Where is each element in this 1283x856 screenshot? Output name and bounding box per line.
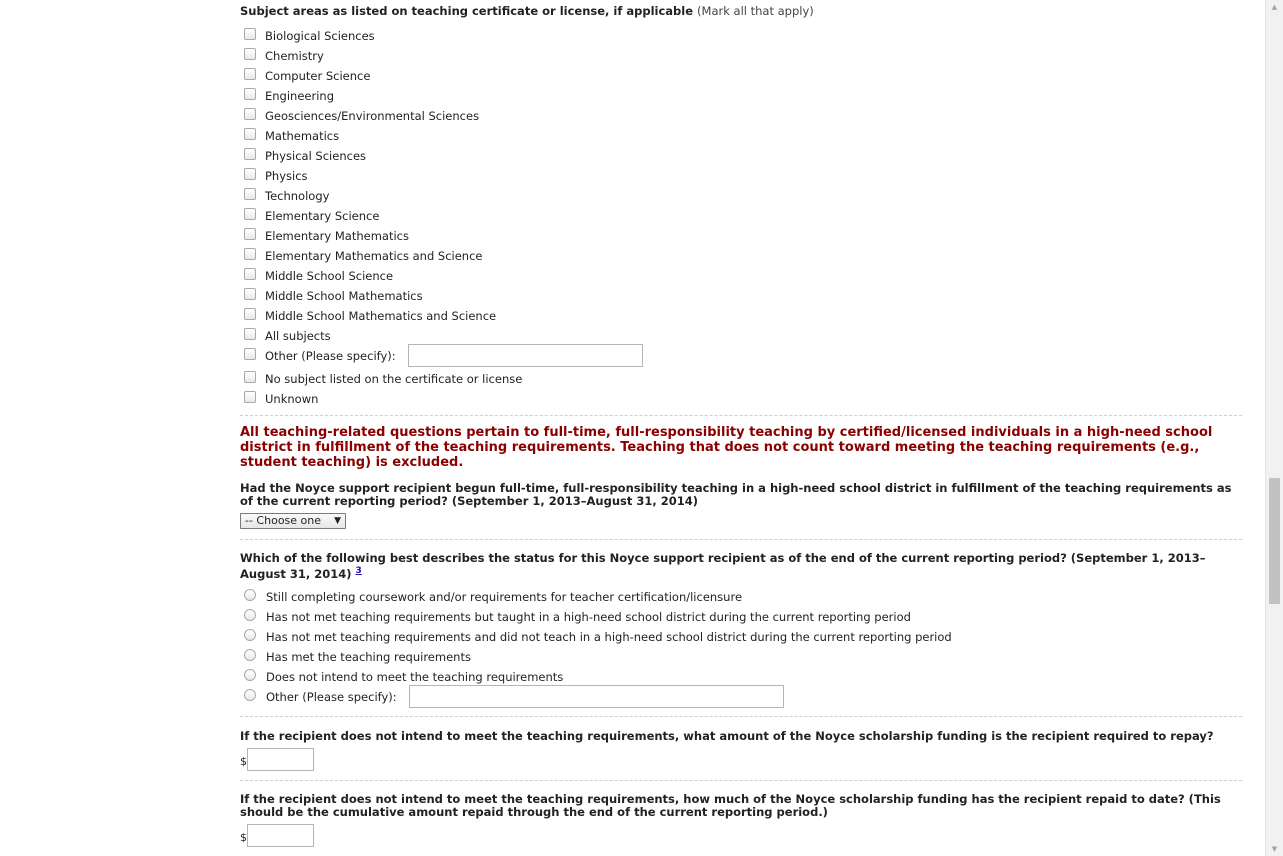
subjects-question-text: Subject areas as listed on teaching certificate or license, if applicable bbox=[240, 4, 694, 18]
subject-label: Middle School Science bbox=[265, 269, 394, 283]
checkbox[interactable] bbox=[244, 288, 256, 300]
chevron-down-icon: ▼ bbox=[334, 516, 341, 526]
subject-option-engineering[interactable] bbox=[244, 86, 334, 106]
repaid-amount-input[interactable] bbox=[247, 824, 314, 847]
subject-label: Technology bbox=[265, 189, 330, 203]
subject-label: Physical Sciences bbox=[265, 149, 367, 163]
checkbox[interactable] bbox=[244, 28, 256, 40]
subject-label: Elementary Mathematics bbox=[265, 229, 409, 243]
subject-option-middle-school-math-science[interactable] bbox=[244, 306, 496, 326]
status-label: Other (Please specify): bbox=[266, 690, 397, 704]
checkbox[interactable] bbox=[244, 391, 256, 403]
radio-button[interactable] bbox=[244, 669, 256, 681]
checkbox[interactable] bbox=[244, 228, 256, 240]
subject-other-input[interactable] bbox=[408, 344, 643, 367]
begun-select[interactable] bbox=[240, 513, 346, 529]
currency-symbol: $ bbox=[240, 755, 247, 768]
checkbox[interactable] bbox=[244, 108, 256, 120]
checkbox[interactable] bbox=[244, 308, 256, 320]
status-option-does-not-intend[interactable] bbox=[244, 667, 563, 687]
scroll-down-arrow-icon[interactable]: ▼ bbox=[1271, 845, 1278, 853]
scroll-up-arrow-icon[interactable]: ▲ bbox=[1271, 3, 1278, 11]
repaid-question-title: If the recipient does not intend to meet the teaching requirements, how much of the Noyce scholarship funding has the recipient repaid to date? (This should be the cumulative amount repaid through the end of the current reporting period.) bbox=[240, 792, 1221, 819]
subject-label: Elementary Science bbox=[265, 209, 380, 223]
subject-label: Middle School Mathematics and Science bbox=[265, 309, 497, 323]
status-option-other[interactable] bbox=[244, 687, 397, 707]
footnote-link[interactable]: 3 bbox=[355, 566, 362, 576]
status-option-met[interactable] bbox=[244, 647, 471, 667]
subject-option-chemistry[interactable] bbox=[244, 46, 324, 66]
currency-symbol: $ bbox=[240, 831, 247, 844]
status-label: Has met the teaching requirements bbox=[266, 650, 471, 664]
subjects-question-title bbox=[240, 5, 1240, 18]
status-option-not-taught-not-met[interactable] bbox=[244, 627, 952, 647]
subject-option-computer-science[interactable] bbox=[244, 66, 370, 86]
subject-option-unknown[interactable] bbox=[244, 389, 318, 409]
status-question-text: Which of the following best describes the status for this Noyce support recipient as of the end of the current reporting period? (September 1, 2013–August 31, 2014) bbox=[240, 551, 1206, 581]
section-divider bbox=[240, 780, 1242, 781]
status-option-taught-not-met[interactable] bbox=[244, 607, 911, 627]
repay-amount-input[interactable] bbox=[247, 748, 314, 771]
checkbox[interactable] bbox=[244, 188, 256, 200]
checkbox[interactable] bbox=[244, 371, 256, 383]
radio-button[interactable] bbox=[244, 629, 256, 641]
subject-option-other[interactable] bbox=[244, 346, 396, 366]
teaching-notice: All teaching-related questions pertain to full-time, full-responsibility teaching by certified/licensed individuals in a high-need school district in fulfillment of the teaching requirements. Teaching that does not count toward meeting the teaching requirements (e.g., student teaching) is excluded. bbox=[240, 425, 1213, 470]
checkbox[interactable] bbox=[244, 88, 256, 100]
subject-option-physical-sciences[interactable] bbox=[244, 146, 366, 166]
subject-option-no-subject-listed[interactable] bbox=[244, 369, 522, 389]
radio-button[interactable] bbox=[244, 649, 256, 661]
subject-label: Mathematics bbox=[265, 129, 340, 143]
begun-question-title: Had the Noyce support recipient begun full-time, full-responsibility teaching in a high-need school district in fulfillment of the teaching requirements as of the current reporting period? (September 1, 2013–August 31, 2014) bbox=[240, 481, 1232, 508]
checkbox[interactable] bbox=[244, 328, 256, 340]
radio-button[interactable] bbox=[244, 689, 256, 701]
subject-label: Other (Please specify): bbox=[265, 349, 396, 363]
subject-label: Geosciences/Environmental Sciences bbox=[265, 109, 480, 123]
status-other-input[interactable] bbox=[409, 685, 784, 708]
subject-option-elementary-science[interactable] bbox=[244, 206, 379, 226]
checkbox[interactable] bbox=[244, 268, 256, 280]
repay-question-title: If the recipient does not intend to meet the teaching requirements, what amount of the Noyce scholarship funding is the recipient required to repay? bbox=[240, 729, 1214, 743]
radio-button[interactable] bbox=[244, 609, 256, 621]
subject-option-all-subjects[interactable] bbox=[244, 326, 331, 346]
subject-option-middle-school-mathematics[interactable] bbox=[244, 286, 423, 306]
subject-option-biological-sciences[interactable] bbox=[244, 26, 375, 46]
checkbox[interactable] bbox=[244, 208, 256, 220]
section-divider bbox=[240, 716, 1242, 717]
checkbox[interactable] bbox=[244, 148, 256, 160]
section-divider bbox=[240, 415, 1242, 416]
subject-option-geosciences[interactable] bbox=[244, 106, 479, 126]
subject-option-middle-school-science[interactable] bbox=[244, 266, 393, 286]
subject-label: Unknown bbox=[265, 392, 319, 406]
subject-label: Computer Science bbox=[265, 69, 371, 83]
subject-label: Biological Sciences bbox=[265, 29, 375, 43]
status-label: Has not met teaching requirements and did not teach in a high-need school district during the current reporting period bbox=[266, 630, 952, 644]
subject-option-elementary-math-science[interactable] bbox=[244, 246, 482, 266]
subject-option-technology[interactable] bbox=[244, 186, 329, 206]
subject-label: Elementary Mathematics and Science bbox=[265, 249, 483, 263]
checkbox[interactable] bbox=[244, 128, 256, 140]
radio-button[interactable] bbox=[244, 589, 256, 601]
subject-option-mathematics[interactable] bbox=[244, 126, 339, 146]
status-question-title bbox=[240, 552, 1242, 581]
subject-option-elementary-mathematics[interactable] bbox=[244, 226, 409, 246]
subject-label: Middle School Mathematics bbox=[265, 289, 423, 303]
subject-label: Engineering bbox=[265, 89, 334, 103]
checkbox[interactable] bbox=[244, 248, 256, 260]
checkbox[interactable] bbox=[244, 348, 256, 360]
subject-option-physics[interactable] bbox=[244, 166, 308, 186]
subjects-question-note: (Mark all that apply) bbox=[697, 4, 814, 18]
scrollbar-thumb[interactable] bbox=[1269, 478, 1280, 604]
vertical-scrollbar[interactable] bbox=[1265, 0, 1283, 856]
status-label: Still completing coursework and/or requirements for teacher certification/licensure bbox=[266, 590, 743, 604]
subject-label: Physics bbox=[265, 169, 308, 183]
status-label: Has not met teaching requirements but taught in a high-need school district during the current reporting period bbox=[266, 610, 911, 624]
section-divider bbox=[240, 539, 1242, 540]
checkbox[interactable] bbox=[244, 68, 256, 80]
subject-label: No subject listed on the certificate or license bbox=[265, 372, 523, 386]
status-option-still-completing[interactable] bbox=[244, 587, 742, 607]
checkbox[interactable] bbox=[244, 48, 256, 60]
status-label: Does not intend to meet the teaching requirements bbox=[266, 670, 564, 684]
subject-label: All subjects bbox=[265, 329, 331, 343]
subject-label: Chemistry bbox=[265, 49, 324, 63]
checkbox[interactable] bbox=[244, 168, 256, 180]
begun-select-value: -- Choose one bbox=[245, 514, 322, 527]
